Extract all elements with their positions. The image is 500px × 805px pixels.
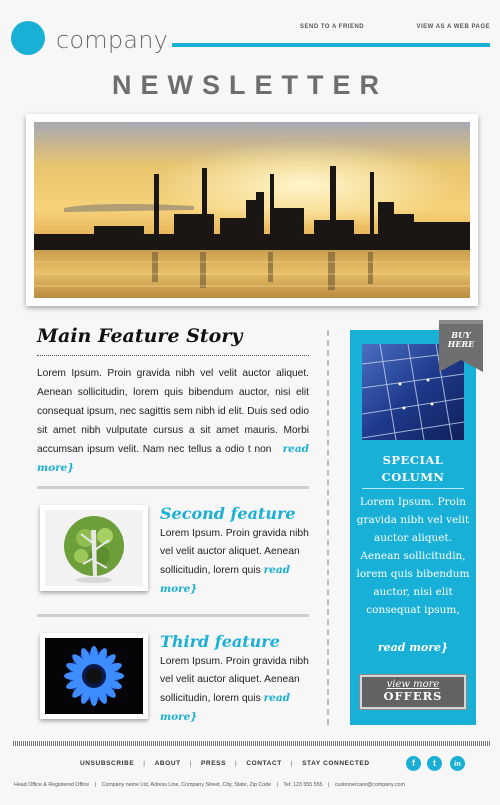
facebook-icon[interactable]: f	[406, 756, 421, 771]
address-email-link[interactable]: customercare@company.com	[334, 782, 405, 788]
send-to-friend-link[interactable]: SEND TO A FRIEND	[300, 24, 365, 30]
twitter-icon[interactable]: t	[427, 756, 442, 771]
linkedin-icon[interactable]: in	[450, 756, 465, 771]
unsubscribe-link[interactable]: UNSUBSCRIBE	[80, 760, 135, 767]
second-feature-title[interactable]: Second feature	[160, 504, 296, 523]
logo-circle-icon[interactable]	[11, 21, 45, 55]
main-feature-title[interactable]: Main Feature Story	[37, 325, 243, 347]
view-more-offers-button[interactable]	[360, 675, 466, 709]
gas-flame-image	[45, 638, 143, 714]
main-feature-read-more-link[interactable]: read more}	[37, 443, 309, 474]
main-feature-divider	[37, 355, 309, 356]
address-office: Head Office & Registered Office	[14, 782, 90, 788]
buy-here-badge-text[interactable]	[441, 331, 481, 349]
nav-separator: |	[290, 760, 294, 767]
special-column-rule	[362, 488, 464, 489]
special-heading-line-2: COLUMN	[381, 470, 445, 484]
press-link[interactable]: PRESS	[200, 760, 227, 767]
offers-button-line-1: view more	[386, 679, 440, 690]
section-separator	[37, 486, 309, 489]
address-phone: Tel: 123 555 555	[283, 782, 323, 788]
nav-separator: |	[235, 760, 238, 767]
header	[0, 0, 500, 60]
address-separator: |	[276, 782, 278, 788]
second-feature-read-more-link[interactable]: read more}	[160, 564, 290, 595]
special-column-heading	[350, 452, 476, 486]
address-company: Company name Ltd, Adress Line, Company Street, City, State, Zip Code	[101, 782, 272, 788]
logo-text[interactable]: company	[56, 26, 169, 54]
header-accent-bar	[172, 43, 490, 47]
special-heading-line-1: SPECIAL	[382, 453, 444, 467]
special-column-read-more-link[interactable]: read more}	[377, 641, 449, 654]
top-links	[300, 24, 490, 30]
address-separator: |	[94, 782, 97, 788]
third-feature-text: Lorem Ipsum. Proin gravida nibh vel velit auctor aliquet. Aenean sollicitudin, lorem quis	[160, 656, 309, 704]
footer-address	[14, 782, 494, 788]
about-link[interactable]: ABOUT	[154, 760, 181, 767]
hero-image	[26, 114, 478, 306]
second-feature-text: Lorem Ipsum. Proin gravida nibh vel velit auctor aliquet. Aenean sollicitudin, lorem quis	[160, 528, 309, 576]
third-feature-body	[160, 653, 310, 727]
main-feature-body	[37, 364, 309, 478]
section-separator	[37, 614, 309, 617]
nav-separator: |	[143, 760, 146, 767]
offers-button-line-2: OFFERS	[383, 689, 443, 703]
footer-divider	[13, 741, 491, 746]
second-feature-body	[160, 525, 310, 599]
second-feature-thumbnail[interactable]	[40, 505, 148, 591]
view-as-web-page-link[interactable]: VIEW AS A WEB PAGE	[416, 24, 490, 30]
tree-globe-image	[45, 510, 143, 586]
column-divider	[327, 330, 329, 725]
newsletter-title: NEWSLETTER	[112, 70, 388, 100]
nav-separator: |	[189, 760, 192, 767]
third-feature-thumbnail[interactable]	[40, 633, 148, 719]
refinery-sunset-image	[34, 122, 470, 298]
buy-badge-line-2: HERE	[447, 339, 475, 349]
address-separator: |	[327, 782, 330, 788]
stay-connected-label: STAY CONNECTED	[302, 760, 370, 767]
buy-badge-line-1: BUY	[451, 330, 471, 340]
main-feature-text: Lorem Ipsum. Proin gravida nibh vel velit auctor aliquet. Aenean sollicitudin, lorem quis bibendum auctor, nisi elit consequat ipsum, nec sagittis sem nibh id elit. Duis sed odio sit amet nibh vulputate cursus a sit amet mauris. Morbi accumsan ipsum velit. Nam nec tellus a odio t non	[37, 368, 309, 455]
special-column-body: Lorem Ipsum. Proin gravida nibh vel velit auctor aliquet. Aenean sollicitudin, lorem quis bibendum auctor, nisi elit consequat ipsum,	[356, 496, 470, 616]
third-feature-title[interactable]: Third feature	[160, 632, 280, 651]
footer-nav	[80, 760, 370, 767]
third-feature-read-more-link[interactable]: read more}	[160, 692, 290, 723]
contact-link[interactable]: CONTACT	[246, 760, 282, 767]
special-column-sidebar	[350, 330, 476, 725]
